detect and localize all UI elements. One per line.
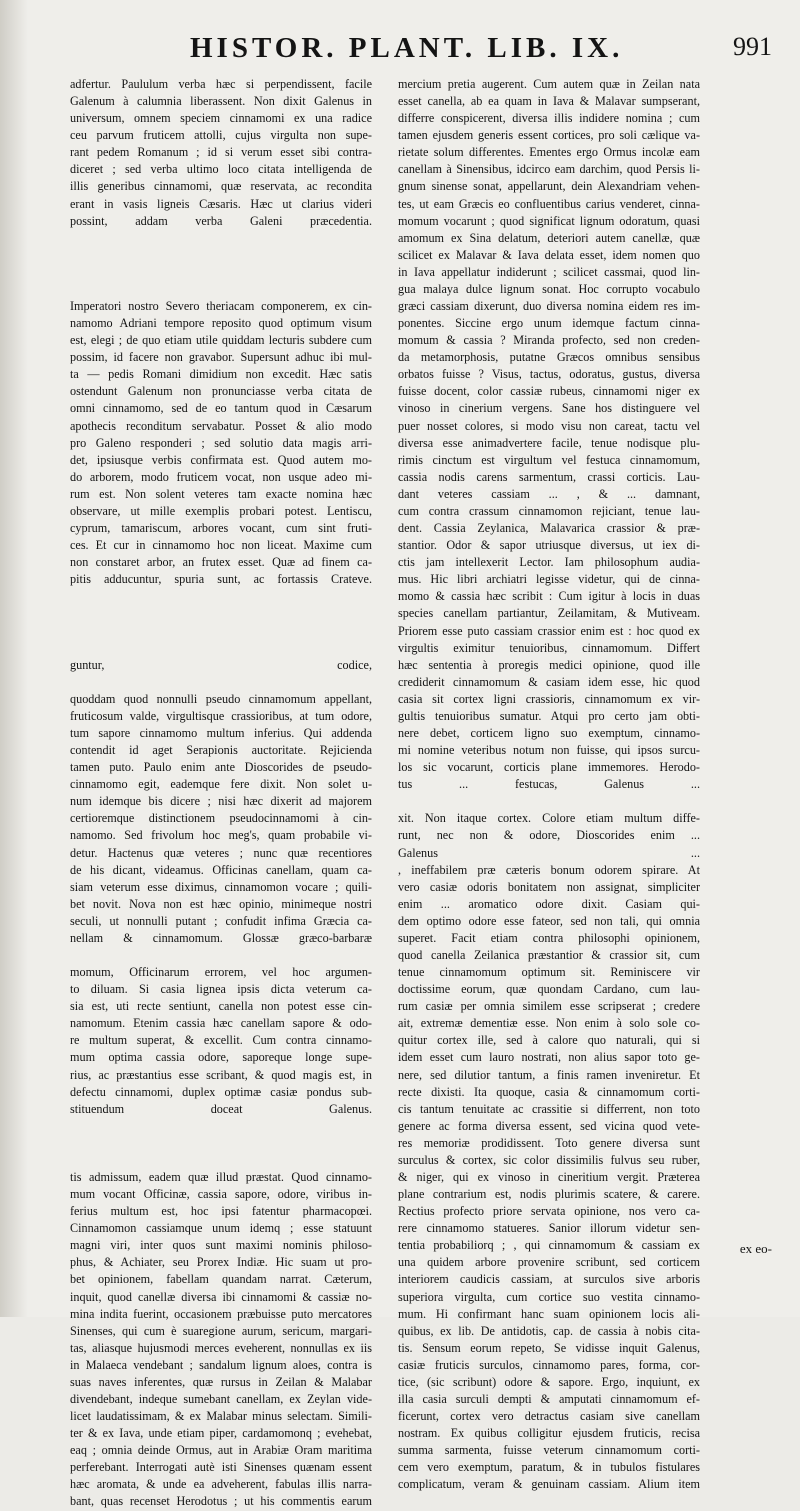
text-line: de his dicant, videamus. Officinas canellam, quam ca-	[70, 862, 372, 877]
text-line: det, ipsiusque verbis confirmata est. Quod autem mo-	[70, 452, 372, 467]
text-line	[70, 1118, 372, 1135]
text-line: sia est, uti recte sentiunt, canella non potest esse cin-	[70, 999, 372, 1014]
text-line: nere debet, corticem ligno suo exemptum, cinnamo-	[398, 725, 700, 740]
text-line: gnum sinense sonat, appellarunt, dein Alexandriam vehen-	[398, 179, 700, 194]
text-line: illa casia surculi dempti & amputati cinnamomum ef-	[398, 1392, 700, 1407]
text-line: contendit id aget Serapionis auctoritate. Rejicienda	[70, 743, 372, 758]
text-line: Sinenses, qui cum è suaregione aurum, sericum, margari-	[70, 1323, 372, 1338]
text-line: nellam & cinnamomum. Glossæ græco-barbaræ	[70, 930, 372, 945]
text-line: esset canella, ab ea quam in Iava & Malavar sumpserant,	[398, 94, 700, 109]
text-line: superet. Facit etiam contra philosophi opinionem,	[398, 930, 700, 945]
text-line: rum casiæ per omnia similem esse scripserat ; credere	[398, 999, 700, 1014]
text-line: gultis tenuioribus sumatur. Atqui pro certo jam obti-	[398, 708, 700, 723]
text-line: vinoso in cinerium vergens. Sane hos distinguere vel	[398, 401, 700, 416]
text-line: observare, ut mille exemplis probari potest. Lentiscu,	[70, 503, 372, 518]
catchword: ex eo-	[739, 1241, 772, 1256]
text-line: divendebant, indeque sumebant canellam, ex Zeylan vide-	[70, 1392, 372, 1407]
text-line: quoddam quod nonnulli pseudo cinnamomum appellant,	[70, 691, 372, 706]
text-line: tenue cinnamomum optimum sit. Reminiscere vir	[398, 965, 700, 980]
text-line: tes, ut eam Græcis eo confluentibus carius venderet, cinna-	[398, 196, 700, 211]
text-line: genere ac forma diversa essent, sed vicina quod vete-	[398, 1118, 700, 1133]
text-line: in Malaeca vendebant ; sandalum lignum aloes, contra is	[70, 1357, 372, 1372]
text-line	[70, 947, 372, 964]
text-line: rere cinnamomo statueres. Sanior illorum videtur sen-	[398, 1221, 700, 1236]
text-line: runt, nec non & odore, Dioscorides enim ...	[398, 828, 700, 843]
text-line: bet novit. Nova non est hæc opinio, minimeque nostri	[70, 896, 372, 911]
text-line: cis tantum tenuitate ac crassitie si differrent, non toto	[398, 1101, 700, 1116]
text-line: cem vero exemptum, paratum, & in tubulos fistulares	[398, 1460, 700, 1475]
text-line: rum est. Non solent veteres tam exacte nomina hæc	[70, 486, 372, 501]
text-line	[70, 247, 372, 264]
text-line: possint, addam verba Galeni præcedentia.	[70, 213, 372, 228]
text-line: tice, (sic scribunt) odore & sapore. Ergo, inquiunt, ex	[398, 1374, 700, 1389]
text-line: non constaret arbor, an frutex esset. Quæ ad finem ca-	[70, 555, 372, 570]
text-line: namomo. Sed frivolum hoc meg's, quam probabile vi-	[70, 828, 372, 843]
text-line: orbatos fuisse ? Visus, tactus, odoratus, gustus, diversa	[398, 367, 700, 382]
text-line: detur. Hactenus quæ veteres ; nunc quæ recentiores	[70, 845, 372, 860]
text-line: mum. Hi confirmant hanc suam opinionem locis ali-	[398, 1306, 700, 1321]
text-line: do arborem, modo fruticem vocat, non usque adeo mi-	[70, 469, 372, 484]
running-title: HISTOR. PLANT. LIB. IX.	[190, 32, 624, 64]
text-line: quod canella Zeilanica præstantior & crassior sit, cum	[398, 947, 700, 962]
text-line: plane contrarium est, nodis plurimis scatere, & carere.	[398, 1187, 700, 1202]
text-line: gua malaya dulce lignum sonat. Hoc corrupto vocabulo	[398, 281, 700, 296]
text-line: summa sarmenta, fuisse veterum cinnamomum corti-	[398, 1443, 700, 1458]
text-line: puer nosset colores, si modo visu non careat, tactu vel	[398, 418, 700, 433]
text-line: ferius multum est, hoc ipsi fatentur pharmacopœi.	[70, 1204, 372, 1219]
text-line: nere, sed dilutior tantum, a finis ramen inveniretur. Et	[398, 1067, 700, 1082]
text-line: græci cassiam dixerunt, duo diversa nomina eidem res im-	[398, 299, 700, 314]
text-line	[70, 1135, 372, 1152]
text-line: Priorem esse puto cassiam crassior enim est : hoc quod ex	[398, 623, 700, 638]
text-line	[70, 230, 372, 247]
text-line	[70, 640, 372, 657]
text-line	[70, 605, 372, 622]
text-line: ter & ex Iava, unde etiam piper, cardamomonq ; evehebat,	[70, 1426, 372, 1441]
text-line: quitur cortex ille, sed à calore quo naturali, qui si	[398, 1033, 700, 1048]
text-line: namomum. Etenim cassia hæc canellam sapore & odo-	[70, 1016, 372, 1031]
text-line: inquit, quod canellæ diversa ibi cinnamomi & cassiæ no-	[70, 1289, 372, 1304]
text-line: pro Galeno responderi ; sed solutio data magis arri-	[70, 435, 372, 450]
text-line: to diluam. Si casia lignea ipsis dicta veterum ca-	[70, 982, 372, 997]
text-line: ta — pedis Romani dimidium non excedit. Hæc satis	[70, 367, 372, 382]
text-line: eaq ; omnia deinde Ormus, aut in Arabiæ Oram maritima	[70, 1443, 372, 1458]
text-line: ponentes. Siccine ergo unum idemque factum cinna-	[398, 316, 700, 331]
text-line: tas, aliasque hujusmodi merces eveherent, nonnullas ex iis	[70, 1340, 372, 1355]
page-number: 991	[733, 32, 772, 61]
text-line: recte dixisti. Ita quoque, casia & cinnamomum corti-	[398, 1084, 700, 1099]
text-line: suas naves inferentes, quæ rursus in Zeilan & Malabar	[70, 1374, 372, 1389]
text-line: surculus & cortex, sic color dissimilis fulvus seu ruber,	[398, 1152, 700, 1167]
text-line: cinnamomo egit, eademque fere dixit. Non solet u-	[70, 777, 372, 792]
text-line: magni viri, inter quos sunt maximi nominis philoso-	[70, 1238, 372, 1253]
left-text-column	[70, 76, 372, 1511]
text-line	[70, 588, 372, 605]
text-line: ait, extremæ dementiæ esse. Non enim à solo sole co-	[398, 1016, 700, 1031]
text-line: adfertur. Paululum verba hæc si perpendissent, facile	[70, 77, 372, 91]
text-line: ficerunt, cortex vero detractus casiam sive canellam	[398, 1409, 700, 1424]
text-line: hæc sententia à proregis medici opinione, quod ille	[398, 657, 700, 672]
text-line: superiora virgulta, cum cortice suo vestita cinnamo-	[398, 1289, 700, 1304]
text-line: defectu cinnamomi, duplex optimæ casiæ pondus sub-	[70, 1084, 372, 1099]
text-line: pitis adducuntur, spuria sunt, ac fortassis Crateve.	[70, 572, 372, 587]
text-line: differre conspicerent, diversa illis indidere nomina ; cum	[398, 111, 700, 126]
binding-gutter-shadow	[0, 0, 28, 1317]
text-line: ctis jam intellexerit Lector. Iam philosophum audia-	[398, 555, 700, 570]
text-line: stantior. Odor & sapor utriusque diversus, ut iex di-	[398, 538, 700, 553]
text-line: bet opinionem, fabellam quandam narrat. Cæterum,	[70, 1272, 372, 1287]
text-line: complicatum, veram & genuinam cassiam. Alium item	[398, 1477, 700, 1492]
text-line: & niger, qui ex vinoso in cineritium vergit. Præterea	[398, 1170, 700, 1184]
text-line: momum, Officinarum errorem, vel hoc argumen-	[70, 965, 372, 980]
text-line: illis generibus cinnamomi, quæ reservata, ac recondita	[70, 179, 372, 194]
text-line	[70, 281, 372, 298]
text-line: Imperatori nostro Severo theriacam componerem, ex cin-	[70, 299, 372, 314]
right-text-column	[398, 76, 700, 1493]
text-line: Cinnamomon cassiamque unum idemq ; esse statuunt	[70, 1221, 372, 1236]
text-line: momum vocarunt ; quod significat lignum odoratum, quasi	[398, 213, 700, 228]
text-line: amomum ex Sina delatum, deteriori autem canellæ, quæ	[398, 230, 700, 245]
text-line: tum sapore cinnamomo multum inferius. Qui addenda	[70, 725, 372, 740]
text-line: seculi, ut nonnulli putant ; confudit infima Græcia ca-	[70, 913, 372, 928]
text-line: casia sit cortex ligni crassioris, cinnamomum ex vir-	[398, 691, 700, 706]
text-line: rietate solum differentes. Ementes ergo Ormus incolæ eam	[398, 145, 700, 160]
text-line: , ineffabilem præ cæteris bonum odorem spirare. At	[398, 862, 700, 877]
text-line: species canellam partiantur, Zeilamitam, & Mutiveam.	[398, 606, 700, 621]
text-line	[70, 264, 372, 281]
text-line: fruticosum valde, virgultisque crassioribus, at tum odore,	[70, 708, 372, 723]
text-line: dent. Cassia Zeylanica, Malavarica crassior & præ-	[398, 521, 700, 536]
text-line: Galenum à calumnia liberassent. Non dixit Galenus in	[70, 94, 372, 109]
text-line: xit. Non itaque cortex. Colore etiam multum diffe-	[398, 811, 700, 826]
text-line: possim, id facere non gravabor. Supersunt adhuc ibi mul-	[70, 350, 372, 365]
text-line: interiorem caudicis cassiam, at surculos sive arboris	[398, 1272, 700, 1287]
text-line	[70, 623, 372, 640]
text-line: los sic vocarunt, corticis plane immemores. Herodo-	[398, 760, 700, 775]
text-line: vero casiæ odoris bonitatem non assignat, simpliciter	[398, 879, 700, 894]
text-line: perferebant. Interrogati autè isti Sinenses quænam essent	[70, 1460, 372, 1475]
text-line: ostendunt Galenum non pronunciasse verba citata de	[70, 384, 372, 399]
text-line: mina indita fuerint, occasionem præbuisse puto mercatores	[70, 1306, 372, 1321]
running-header	[60, 32, 772, 72]
text-line: res memoriæ prodidissent. Toto genere diversa sunt	[398, 1135, 700, 1150]
text-line: una quidem arbore provenire scribunt, sed corticem	[398, 1255, 700, 1270]
text-line: crediderit cinnamomum & casiam idem esse, hic quod	[398, 674, 700, 689]
text-line: casiæ fruticis surculos, cinnamomo pares, forma, cor-	[398, 1357, 700, 1372]
text-line: Galenus ...	[398, 845, 700, 860]
text-line: diceret ; sed verba ultimo loco citata intelligenda de	[70, 162, 372, 177]
text-line: Rectius profecto priore servata opinione, nos vero ca-	[398, 1204, 700, 1219]
text-line: re multum superat, & excellit. Cum contra cinnamo-	[70, 1033, 372, 1048]
text-line: nostram. Ex quibus colligitur ejusdem fruticis, recisa	[398, 1426, 700, 1441]
text-line: mercium pretia augerent. Cum autem quæ in Zeilan nata	[398, 77, 700, 91]
text-line: ceu parvum fruticem attolli, cujus virgulta non supe-	[70, 128, 372, 143]
text-line: cum contra crassum cinnamomon rejiciant, tenue lau-	[398, 503, 700, 518]
text-line: est, elegi ; de quo etiam utile quiddam lecturis subdere cum	[70, 333, 372, 348]
text-line: omni cinnamomo, sed de eo tantum quod in Cæsarum	[70, 401, 372, 416]
text-line: momo & cassia hæc scribit : Cum igitur à locis in duas	[398, 589, 700, 604]
text-line	[70, 674, 372, 691]
text-line: mus. Hic libri archiatri legisse videtur, qui de cinna-	[398, 572, 700, 587]
text-line: phus, & Achiater, seu Prorex Indiæ. Hic suam ut pro-	[70, 1255, 372, 1270]
text-line: num idemque bis dicere ; nisi hæc dixerit ad majorem	[70, 794, 372, 809]
text-line: mi nomine veteribus notum non fuisse, qui ipsos surcu-	[398, 743, 700, 758]
text-line: canellam à Sinensibus, idcirco eam darchim, quod Persis li-	[398, 162, 700, 177]
text-line: enim ... aromatico odore dixit. Casiam qui-	[398, 896, 700, 911]
text-line: fuisse docent, color cassiæ rubeus, cinnamomi niger ex	[398, 384, 700, 399]
text-line: hæc aromata, & unde ea adveherent, fabulas illis narra-	[70, 1477, 372, 1492]
text-line: tentia probabiliorq ; , qui cinnamomum & cassiam ex	[398, 1238, 700, 1253]
text-line: cassia nodis carens sarmentum, crassi corticis. Lau-	[398, 469, 700, 484]
text-line: tamen puto. Paulo enim ante Dioscorides de pseudo-	[70, 760, 372, 775]
text-line: momum & cassia ? Miranda profecto, sed non creden-	[398, 333, 700, 348]
text-line: doctissime eorum, quæ quondam Cardano, cum lau-	[398, 982, 700, 997]
text-line: bant, quas recenset Herodotus ; ut his commentis earum	[70, 1494, 372, 1509]
text-line: da metamorphosis, putatne Græcos omnibus sensibus	[398, 350, 700, 365]
text-line: dant veteres cassiam ... , & ... damnant,	[398, 486, 700, 501]
text-line: tis. Sensum eorum repeto, Se vidisse inquit Galenus,	[398, 1340, 700, 1355]
text-line: diversa esse animadvertere facile, tenue nodisque plu-	[398, 435, 700, 450]
text-line: mum optima cassia odore, saporeque longe supe-	[70, 1050, 372, 1065]
text-line: scilicet ex Malavar & Iava delata esset, idem nomen quo	[398, 247, 700, 262]
text-line: in Iava appellatur indiderunt ; scilicet cassmai, quod lin-	[398, 264, 700, 279]
text-line: universum, omnem speciem cinnamomi ex una radice	[70, 111, 372, 126]
text-line: tamen ejusdem generis essent cortices, pro soli cælique va-	[398, 128, 700, 143]
text-line: cyprum, tamariscum, arbores vocant, cum sint fruti-	[70, 521, 372, 536]
text-line: siam veterum esse diximus, cinnamomon vocare ; quili-	[70, 879, 372, 894]
text-line: stituendum doceat Galenus.	[70, 1101, 372, 1116]
text-line: mum vocant Officinæ, cassia sapore, odore, viribus in-	[70, 1187, 372, 1202]
text-line: guntur, codice,	[70, 657, 372, 672]
text-line: namomo Adriani tempore reposito quod optimum visum	[70, 316, 372, 331]
text-line: rimis cinctum est virgultum vel festuca cinnamomum,	[398, 452, 700, 467]
text-line: idem esset cum lauro nostrati, non alius sapor toto ge-	[398, 1050, 700, 1065]
text-line	[398, 793, 700, 810]
text-line: quibus, ex lib. De antidotis, cap. de cassia à nobis cita-	[398, 1323, 700, 1338]
text-line: certioremque distinctionem pseudocinnamomi à cin-	[70, 811, 372, 826]
text-line: tus ... festucas, Galenus ...	[398, 777, 700, 792]
text-line: dem optimo odore esse fateor, sed non tali, qui omnia	[398, 913, 700, 928]
text-line: licet laudatissimam, & ex Malabar minus selectam. Simili-	[70, 1409, 372, 1424]
text-line	[70, 1152, 372, 1169]
text-line: apothecis reconditum servabatur. Posset & alio modo	[70, 418, 372, 433]
text-line: rius, ac præstantius esse scribant, & quod magis est, in	[70, 1067, 372, 1082]
text-line: virgultis eximitur tenuioribus, cinnamomum. Differt	[398, 640, 700, 655]
text-line: erant in vasis ligneis Cæsaris. Hæc ut clarius videri	[70, 196, 372, 211]
text-line: ces. Et cur in cinnamomo hoc non liceat. Maxime cum	[70, 538, 372, 553]
text-line: tis admissum, eadem quæ illud præstat. Quod cinnamo-	[70, 1170, 372, 1184]
text-line: rant pedem Romanum ; id si verum esset sibi contra-	[70, 145, 372, 160]
